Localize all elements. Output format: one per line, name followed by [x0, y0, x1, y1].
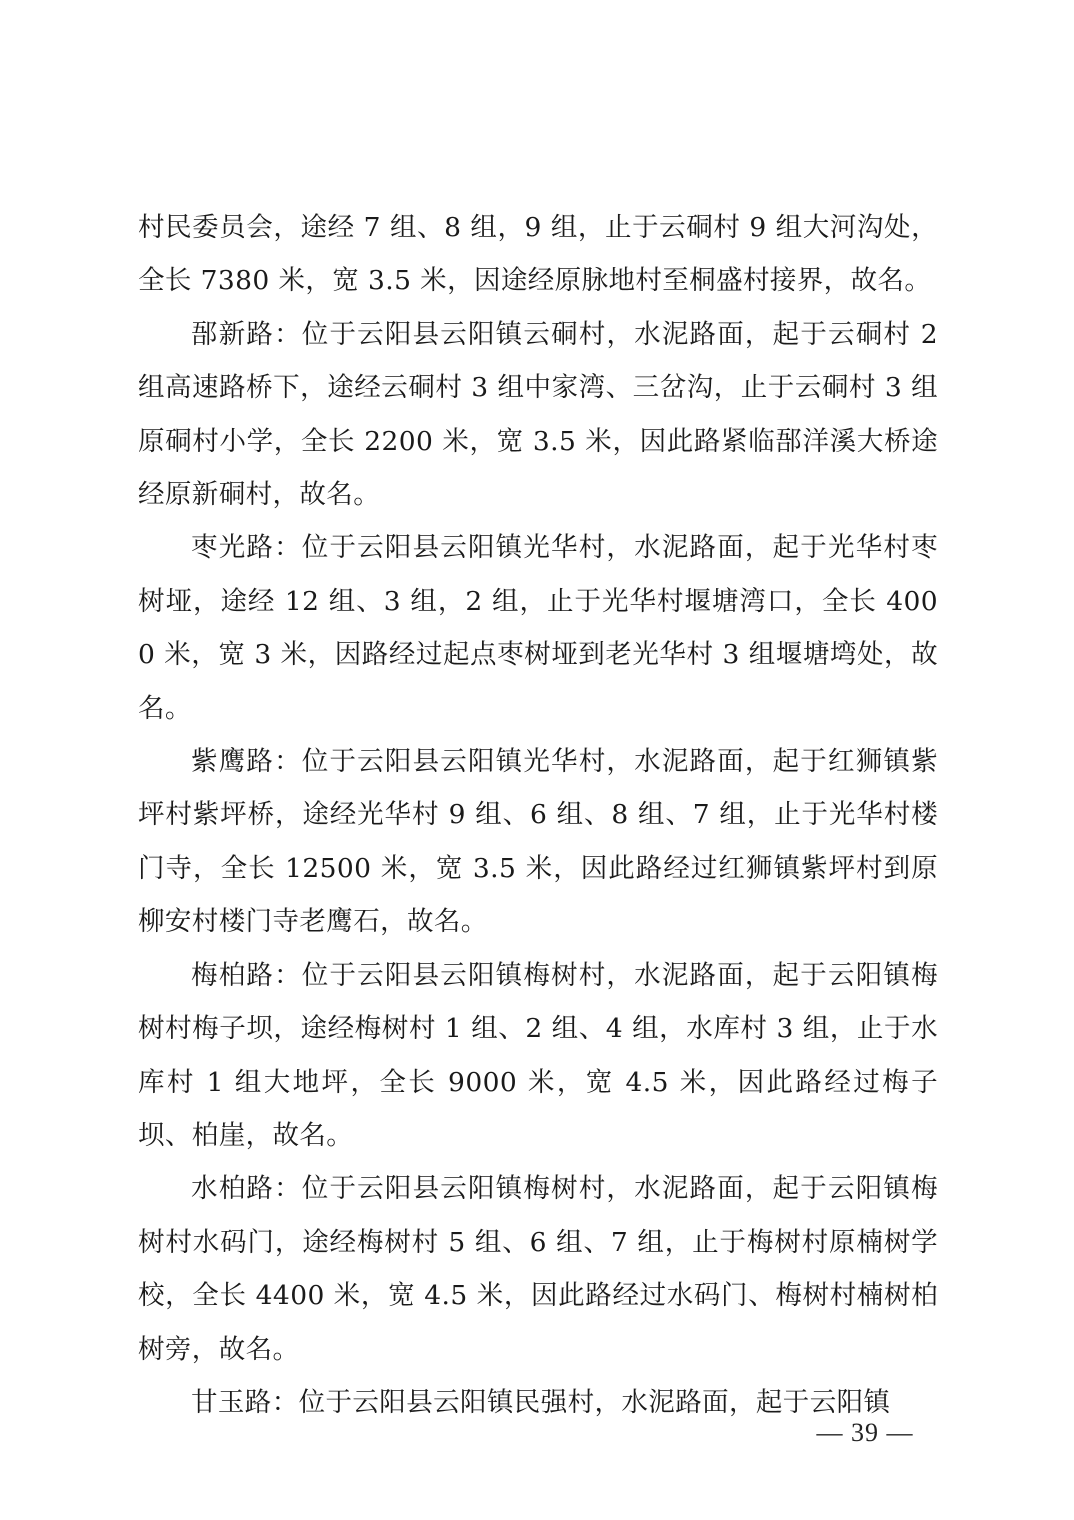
body-text [138, 201, 938, 1429]
paragraph-zaoguang-road: 枣光路：位于云阳县云阳镇光华村，水泥路面，起于光华村枣树垭，途经 12 组、3 组，2 组，止于光华村堰塘湾口，全长 4000 米，宽 3 米，因路经过起点枣树垭到老光华村 3 组堰塘塆处，故名。 [138, 532, 938, 724]
paragraph-meibai-road: 梅柏路：位于云阳县云阳镇梅树村，水泥路面，起于云阳镇梅树村梅子坝，途经梅树村 1 组、2 组、4 组，水库村 3 组，止于水库村 1 组大地坪，全长 9000 米，宽 4.5 米，因此路经过梅子坝、柏崖，故名。 [138, 959, 938, 1151]
paragraph-ganyu-road: 甘玉路：位于云阳县云阳镇民强村，水泥路面，起于云阳镇 [191, 1386, 891, 1418]
paragraph-ziying-road: 紫鹰路：位于云阳县云阳镇光华村，水泥路面，起于红狮镇紫坪村紫坪桥，途经光华村 9 组、6 组、8 组、7 组，止于光华村楼门寺，全长 12500 米，宽 3.5 米，因此路经过红狮镇紫坪村到原柳安村楼门寺老鹰石，故名。 [138, 746, 938, 938]
paragraph-wuxin-road: 郚新路：位于云阳县云阳镇云硐村，水泥路面，起于云硐村 2 组高速路桥下，途经云硐村 3 组中家湾、三岔沟，止于云硐村 3 组原硐村小学，全长 2200 米，宽 3.5 米，因此路紧临郚洋溪大桥途经原新硐村，故名。 [138, 318, 938, 511]
paragraph-continuation: 村民委员会，途经 7 组、8 组，9 组，止于云硐村 9 组大河沟处，全长 7380 米，宽 3.5 米，因途经原脉地村至桐盛村接界，故名。 [138, 212, 938, 297]
paragraph-shuibai-road: 水柏路：位于云阳县云阳镇梅树村，水泥路面，起于云阳镇梅树村水码门，途经梅树村 5 组、6 组、7 组，止于梅树村原楠树学校，全长 4400 米，宽 4.5 米，因此路经过水码门、梅树村楠树柏树旁，故名。 [138, 1173, 938, 1365]
page-number: — 39 — [816, 1418, 914, 1447]
